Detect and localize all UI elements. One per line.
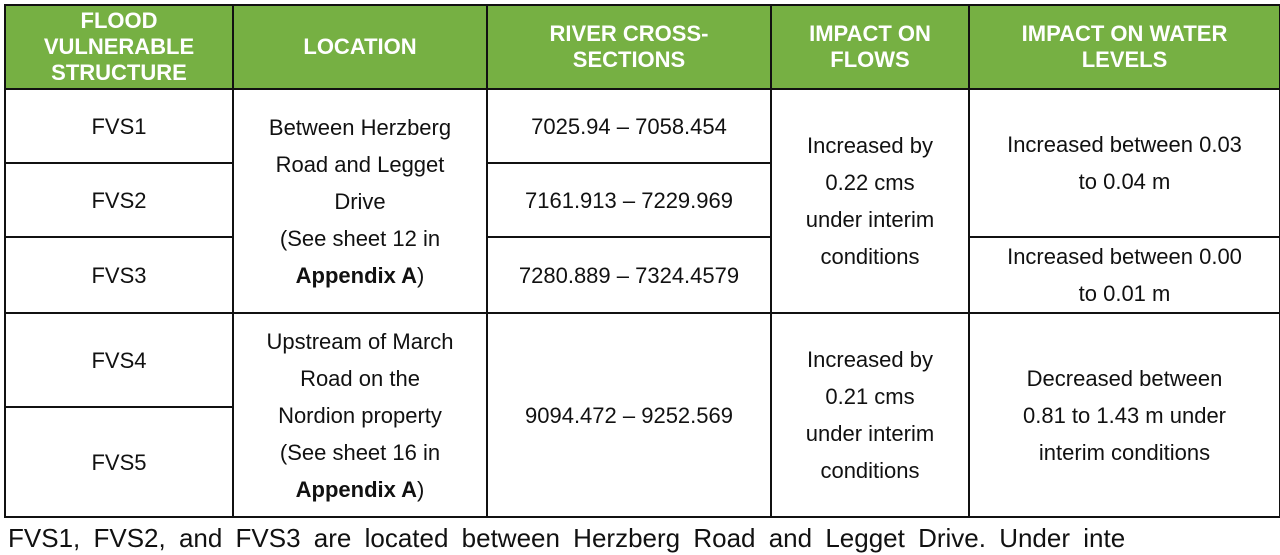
cross-section-cell: 7161.913 – 7229.969 (487, 163, 771, 237)
structure-cell: FVS2 (5, 163, 233, 237)
body-paragraph: FVS1, FVS2, and FVS3 are located between Herzberg Road and Legget Drive. Under inte (8, 523, 1126, 553)
location-line: Road on the (300, 365, 420, 391)
location-cell (233, 89, 487, 313)
structure-cell: FVS5 (5, 407, 233, 517)
location-line: Upstream of March (266, 328, 454, 354)
table-header-row (5, 5, 1280, 89)
location-line: Drive (334, 188, 386, 214)
location-line: Nordion property (278, 402, 442, 428)
flow-impact-cell: Increased by 0.22 cms under interim conditions (771, 89, 969, 313)
table-row (5, 89, 1280, 163)
water-level-impact-cell: Decreased between 0.81 to 1.43 m under interim conditions (969, 313, 1280, 517)
header-location: LOCATION (233, 5, 487, 89)
structure-cell: FVS4 (5, 313, 233, 407)
appendix-reference: Appendix A (295, 476, 418, 502)
structure-cell: FVS3 (5, 237, 233, 313)
structure-cell: FVS1 (5, 89, 233, 163)
location-line: Road and Legget (275, 151, 445, 177)
cross-section-cell: 7280.889 – 7324.4579 (487, 237, 771, 313)
header-river-cross-sections: RIVER CROSS-SECTIONS (487, 5, 771, 89)
cross-section-cell: 7025.94 – 7058.454 (487, 89, 771, 163)
cross-section-cell: 9094.472 – 9252.569 (487, 313, 771, 517)
water-level-impact-cell: Increased between 0.00 to 0.01 m (969, 237, 1280, 313)
flow-impact-cell: Increased by 0.21 cms under interim conditions (771, 313, 969, 517)
location-line: Between Herzberg (268, 114, 452, 140)
header-flood-vulnerable-structure: FLOOD VULNERABLE STRUCTURE (5, 5, 233, 89)
water-level-impact-cell: Increased between 0.03 to 0.04 m (969, 89, 1280, 237)
table-row (5, 313, 1280, 407)
flood-vulnerable-structures-table (4, 4, 1280, 518)
header-impact-on-water-levels: IMPACT ON WATER LEVELS (969, 5, 1280, 89)
location-reference: (See sheet 16 in Appendix A) (279, 439, 441, 502)
location-cell (233, 313, 487, 517)
location-reference: (See sheet 12 in Appendix A) (279, 225, 441, 288)
table-row (5, 237, 1280, 313)
appendix-reference: Appendix A (295, 262, 418, 288)
header-impact-on-flows: IMPACT ON FLOWS (771, 5, 969, 89)
